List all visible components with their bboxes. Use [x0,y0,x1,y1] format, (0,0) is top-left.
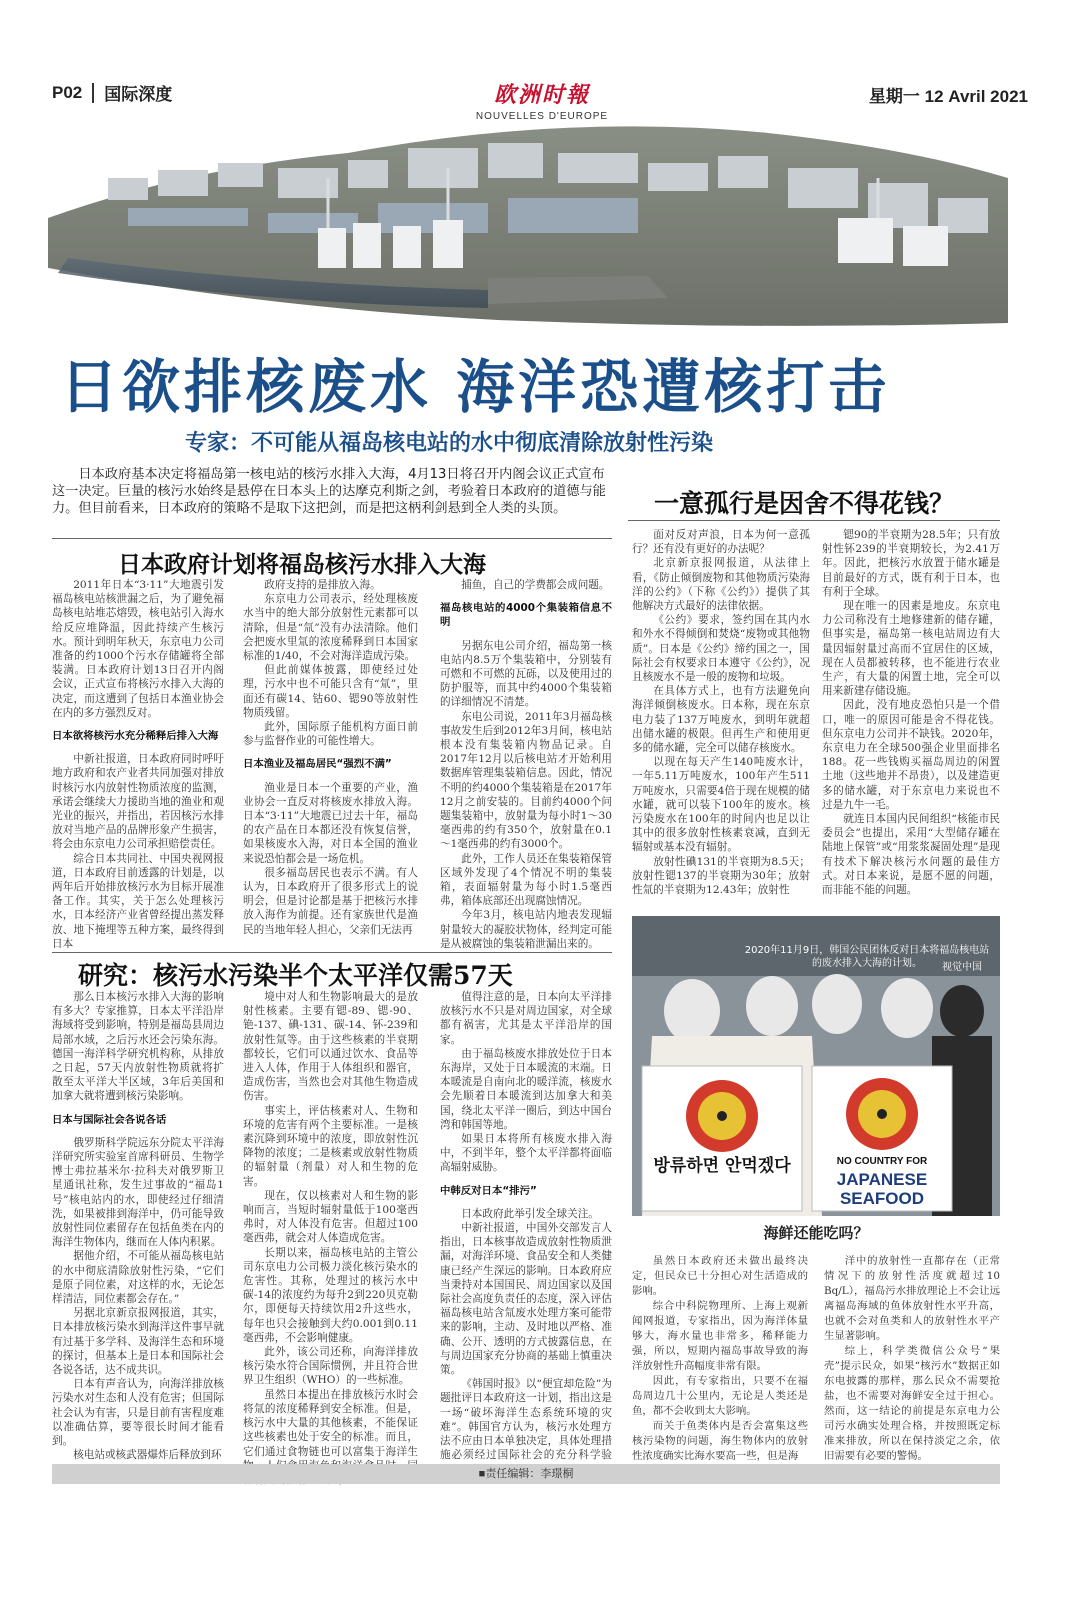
paragraph: 那么日本核污水排入大海的影响有多大？专家推算，日本太平洋沿岸海域将受到影响，特别是福岛县周边局部水域，之后污水还会污染东海。德国一海洋科学研究机构称，从排放之日起，57天内放射性物质就将扩散至太平洋大半区域，3年后美国和加拿大就将遭到核污染影响。 [52,991,224,1103]
paragraph: 日本有声音认为，向海洋排放核污染水对生态和人没有危害；但国际社会认为有害，只是目前有害程度难以准确估算，要等很长时间才能看到。 [52,1378,224,1448]
paragraph: 综合中科院物理所、上海上观新闻网报道，专家指出，因为海洋体量够大，海水量也非常多，稀释能力强，所以，短期内福岛事故导致的海洋放射性升高幅度非常有限。 [632,1300,808,1372]
paragraph: 以现在每天产生140吨废水计，一年5.11万吨废水，100年产生511万吨废水，只需要4倍于现在规模的储水罐，就可以装下100年的废水。核污染废水在100年的时间内也足以让其中的很多放射性核素衰减，直到无辐射或基本没有辐射。 [632,756,810,854]
article1-column-2 [243,578,418,946]
article1-title: 日本政府计划将福岛核污水排入大海 [118,551,486,578]
section-subheading: 日本渔业及福岛居民“强烈不满” [243,758,392,771]
photo-credit: 视觉中国 [942,962,982,973]
paragraph: 另据北京新京报网报道，其实，日本排放核污染水到海洋这件事早就有过基于多学科、及海洋生态和环境的探讨，但基本上是日本和国际社会各说各话，达不成共识。 [52,1307,224,1377]
paragraph: 境中对人和生物影响最大的是放射性核素。主要有锶-89、锶-90、铯-137、碘-131、碳-14、钚-239和放射性氚等。由于这些核素的半衰期都较长，它们可以通过饮水、食品等进入人体，作用于人体组织和器官，造成伤害，当然也会对其他生物造成伤害。 [243,991,418,1103]
section-subheading: 日本欲将核污水充分稀释后排入大海 [52,730,219,743]
section-subheading: 中韩反对日本“排污” [440,1184,537,1197]
logo-chinese: 欧洲时報 [493,82,590,108]
paragraph: 就连日本国内民间组织“核能市民委员会”也提出，采用“大型储存罐在陆地上保管”或“用浆浆凝固处理”是现有技术下解决核污水问题的最佳方式。对日本来说，是愿不愿的问题，而非能不能的问题。 [822,813,1000,897]
paragraph: 俄罗斯科学院远东分院太平洋海洋研究所实验室首席科研员、生物学博士弗拉基米尔·拉科夫对俄罗斯卫星通讯社称，发生过事故的“福岛1号”核电站内的水，即使经过仔细清洗，如果被排到海洋中，仍可能导致放射性同位素留存在包括鱼类在内的海洋生物体内，继而在人体内积累。 [52,1136,224,1249]
section-subheading: 福岛核电站的4000个集装箱信息不明 [440,602,612,629]
paragraph: 《公约》要求，签约国在其内水和外水不得倾倒和焚烧“废物或其他物质”。日本是《公约》缔约国之一，国际社会有权要求日本遵守《公约》，况且核废水不是一般的废物和垃圾。 [632,614,810,684]
paragraph: 因此，没有地皮恐怕只是一个借口，唯一的原因可能是舍不得花钱。但东京电力公司并不缺钱。2020年，东京电力在全球500强企业里面排名188。花一些钱购买福岛周边的闲置土地（这些地并不昂贵），以及建造更多的储水罐，对于东京电力来说也不过是九牛一毛。 [822,699,1000,811]
paragraph: 面对反对声浪，日本为何一意孤行？还有没有更好的办法呢？ [632,529,810,556]
editor-credit: ■责任编辑：李璟桐 [52,1464,1000,1484]
section-subheading: 日本与国际社会各说各话 [52,1113,167,1126]
subheadline: 专家：不可能从福岛核电站的水中彻底清除放射性污染 [185,431,714,456]
paragraph: 洋中的放射性一直都存在（正常情况下的放射性活度就超过10 Bq/L），福岛污水排放理论上不会让远离福岛海域的鱼体放射性水平升高，也就不会对鱼类和人的放射性水平产生显著影响。 [824,1255,1000,1342]
paragraph: 此外，工作人员还在集装箱保管区域外发现了4个情况不明的集装箱，表面辐射量为每小时1.5毫西弗，箱体底部还出现腐蚀情况。 [440,852,612,908]
paragraph: 很多福岛居民也表示不满。有人认为，日本政府开了很多形式上的说明会，但是讨论都是基于把核污水排放入海作为前提。还有家族世代是渔民的当地年轻人担心，父亲们无法再 [243,866,418,936]
paragraph: 现在，仅以核素对人和生物的影响而言，当短时辐射量低于100毫西弗时，对人体没有危害。但超过100毫西弗，就会对人体造成危害。 [243,1189,418,1245]
logo-french: NOUVELLES D'EUROPE [475,111,609,122]
paragraph: 综合日本共同社、中国央视网报道，日本政府目前透露的计划是，以两年后开始排放核污水为目标开展准备工作。其实，关于怎么处理核污水，日本经济产业省曾经提出蒸发释放、地下掩埋等五种方案，最终得到日本 [52,852,224,950]
paragraph: 由于福岛核废水排放处位于日本东海岸，又处于日本暖流的末端。日本暖流是自南向北的暖洋流，核废水会先顺着日本暖流到达加拿大和美国，绕北太平洋一圈后，到达中国台湾和韩国等地。 [440,1047,612,1131]
paragraph: 但此前媒体披露，即使经过处理，污水中也不可能只含有“氚”，里面还有碳14、钴60、锶90等放射性物质残留。 [243,664,418,719]
paragraph: 《韩国时报》以“便宜却危险”为题批评日本政府这一计划，指出这是一场“破坏海洋生态系统环境的灾难”。韩国官方认为，核污水处理方法不应由日本单独决定，具体处理措施必须经过国际社会的充分科学验 [440,1378,612,1462]
article3-column-3 [440,990,612,1462]
article3-column-2 [243,990,418,1458]
article3-column-4 [632,1254,808,1462]
paragraph: 现在唯一的因素是地皮。东京电力公司称没有土地修建新的储存罐，但事实是，福岛第一核电站周边有大量因辐射量过高而不宜居住的区域，现在人员都被转移，也不能进行农业生产，有大量的闲置土地，完全可以用来新建存储设施。 [822,600,1000,698]
paragraph: 长期以来，福岛核电站的主管公司东京电力公司极力淡化核污染水的危害性。其称，处理过的核污水中碳-14的浓度约为每升2到220贝克勒尔，即便每天持续饮用2升这些水，每年也只会接触到大约0.001到0.11毫西弗，不会影响健康。 [243,1246,418,1344]
paragraph: 锶90的半衰期为28.5年；只有放射性钚239的半衰期较长，为2.41万年。因此，把核污水放置于储水罐是目前最好的方式，既有利于日本，也有利于全球。 [822,529,1000,598]
paragraph: 放射性碘131的半衰期为8.5天；放射性锶137的半衰期为30年；放射性氚的半衰期为12.43年；放射性 [632,855,810,897]
article3-column-1 [52,990,224,1462]
paragraph: 因此，有专家指出，只要不在福岛周边几十公里内，无论是人类还是鱼，都不会收到太大影响。 [632,1375,808,1417]
sign-text-line2: JAPANESE SEAFOOD [836,1170,928,1208]
photo-caption: 2020年11月9日，韩国公民团体反对日本将福岛核电站的废水排入大海的计划。 [744,945,990,969]
lead-paragraph: 日本政府基本决定将福岛第一核电站的核污水排入大海，4月13日将召开内阁会议正式宣布这一决定。巨量的核污水始终是悬停在日本头上的达摩克利斯之剑，考验着日本政府的道德与能力。但目前看来，日本政府的策略不是取下这把剑，而是把这柄利剑悬到全人类的头顶。 [52,467,606,516]
paragraph: 东电公司说，2011年3月福岛核事故发生后到2012年3月间，核电站根本没有集装箱内物品记录。自2017年12月以后核电站才开始利用数据库管理集装箱信息。因此，情况不明的约4000个集装箱是在2017年12月之前安装的。目前约4000个问题集装箱中，放射量为每小时1～30毫西弗的约有350个，放射量在0.1～1毫西弗的约有3000个。 [440,710,612,851]
sign-text-line1: NO COUNTRY FOR [836,1156,928,1167]
paragraph: 此外，该公司还称，向海洋排放核污染水符合国际惯例，并且符合世界卫生组织（WHO）的一些标准。 [243,1346,418,1387]
paragraph: 另据东电公司介绍，福岛第一核电站内8.5万个集装箱中，分别装有可燃和不可燃的瓦砾，以及使用过的防护服等，而其中约4000个集装箱的详细情况不清楚。 [440,639,612,709]
page-number: P02 [52,82,83,102]
section-name: 国际深度 [104,85,173,104]
article2-column-1 [632,528,810,912]
paragraph: 渔业是日本一个重要的产业，渔业协会一直反对将核废水排放入海。日本“3·11”大地震已过去十年，福岛的农产品在日本都还没有恢复信誉，如果核废水入海，对日本全国的渔业来说恐怕都会是一场危机。 [243,781,418,865]
paragraph: 东京电力公司表示，经处理核废水当中的绝大部分放射性元素都可以清除，但是“氚”没有办法清除。他们会把废水里氚的浓度稀释到日本国家标准的1/40，不会对海洋造成污染。 [243,593,418,663]
paragraph: 虽然日本提出在排放核污水时会将氚的浓度稀释到安全标准。但是，核污水中大量的其他核素，不能保证这些核素也处于安全的标准。而且，它们通过食物链也可以富集于海洋生 [243,1388,418,1458]
paragraph: 值得注意的是，日本向太平洋排放核污水不只是对周边国家，对全球都有祸害，尤其是太平洋沿岸的国家。 [440,991,612,1046]
paragraph: 事实上，评估核素对人、生物和环境的危害有两个主要标准。一是核素沉降到环境中的浓度，即放射性沉降物的浓度；二是核素或放射性物质的辐射量（剂量）对人和生物的危害。 [243,1104,418,1188]
article3-title: 研究：核污水污染半个太平洋仅需57天 [78,961,513,990]
article1-column-1 [52,578,224,950]
article2-column-2 [822,528,1000,912]
divider [628,520,1000,521]
masthead-section [52,80,172,105]
paragraph: 此外，国际原子能机构方面日前参与监督作业的可能性增大。 [243,721,418,748]
paragraph: 2011年日本“3·11”大地震引发福岛核电站核泄漏之后，为了避免福岛核电站堆芯熔毁，核电站引入海水给反应堆降温，因此持续产生核污水。预计到明年秋天，东京电力公司准备的约1000个污水存储罐将全部装满。日本政府计划13日召开内阁会议，正式宣布将核污水排入大海的决定，而这遭到了包括日本渔业协会在内的多方强烈反对。 [52,579,224,719]
paragraph: 核电站或核武器爆炸后释放到环 [73,1449,222,1462]
paragraph: 捕鱼，自己的学费都会成问题。 [461,579,610,591]
paragraph: 政府支持的是排放入海。 [264,579,381,591]
paragraph: 中新社报道，中国外交部发言人指出，日本核事故造成放射性物质泄漏，对海洋环境、食品安全和人类健康已经产生深远的影响。日本政府应当秉持对本国国民、周边国家以及国际社会高度负责任的态度，深入评估福岛核电站含氚废水处理方案可能带来的影响，主动、及时地以严格、准确、公开、透明的方式披露信息，在与周边国家充分协商的基础上慎重决策。 [440,1222,612,1377]
paragraph: 中新社报道，日本政府同时呼吁地方政府和农产业者共同加强对排放时核污水内放射性物质浓度的监测，承诺会继续大力援助当地的渔业和观光业的振兴，并指出，若因核污水排放对当地产品的品牌形象产生损害，将会由东京电力公司承担赔偿责任。 [52,753,224,851]
article1-column-3 [440,578,612,950]
article2-title: 一意孤行是因舍不得花钱？ [654,489,955,518]
divider [52,952,612,953]
nuclear-plant-photo [48,108,1008,348]
paragraph: 虽然日本政府还未做出最终决定，但民众已十分担心对生活造成的影响。 [632,1255,808,1297]
paragraph: 北京新京报网报道，从法律上看，《防止倾倒废物和其他物质污染海洋的公约》（下称《公约》）提供了其他解决方式最好的法律依据。 [632,557,810,613]
masthead-divider [92,83,94,103]
paragraph: 综上，科学类微信公众号“果壳”提示民众，如果“核污水”数据正如东电披露的那样，那么民众不需要抢盐，也不需要对海鲜安全过于担心。然而，这一结论的前提是东京电力公司污水确实处理合格，并按照既定标准来排放，所以在保持淡定之余，依旧需要有必要的警惕。 [824,1345,1000,1462]
divider [52,538,612,539]
article3-column-5 [824,1254,1000,1462]
paragraph: 如果日本将所有核废水排入海中，不到半年，整个太平洋都将面临高辐射威胁。 [440,1133,612,1174]
paragraph: 在具体方式上，也有方法避免向海洋倾倒核废水。日本称，现在东京电力装了137万吨废水，到明年就超出储水罐的极限。但再生产和使用更多的储水罐，完全可以储存核废水。 [632,685,810,755]
paragraph: 而关于鱼类体内是否会富集这些核污染物的问题，海生物体内的放射性浓度确实比海水要高一些，但是海 [632,1420,808,1462]
korean-sign-text: 방류하면 안먹겠다 [653,1156,791,1176]
protest-photo [632,916,1000,1216]
paragraph: 今年3月，核电站内地表发现辐射量较大的凝胶状物体，经判定可能是从被腐蚀的集装箱泄漏出来的。 [440,909,612,950]
paragraph: 日本政府此举引发全球关注。 [461,1207,599,1220]
paragraph: 据他介绍，不可能从福岛核电站的水中彻底清除放射性污染，“它们是原子同位素，对这样的水，无论怎样清洁，同位素都会存在。” [52,1250,224,1306]
issue-date: 星期一 12 Avril 2021 [868,87,1028,106]
main-headline: 日欲排核废水 海洋恐遭核打击 [60,353,891,421]
photo-title: 海鲜还能吃吗？ [763,1224,869,1242]
